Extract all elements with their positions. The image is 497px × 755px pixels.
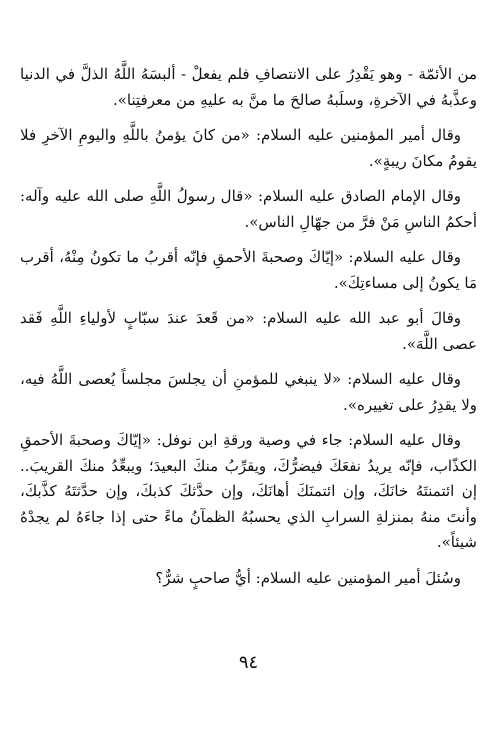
body-text (20, 62, 477, 601)
paragraph-hadith-amir-1: وقال أمير المؤمنين عليه السلام: «من كانَ يؤمنُ باللَّهِ واليومِ الآخرِ فلا يقومُ مكانَ ريبةٍ». (20, 126, 477, 170)
paragraph-hadith-sadiq: وقال الإمام الصادق عليه السلام: «قال رسولُ اللَّهِ صلى الله عليه وآله: أحكمُ الناسِ مَنْ فرَّ من جهّالِ الناس». (20, 187, 477, 231)
paragraph-hadith-ahmaq: وقال عليه السلام: «إيّاكَ وصحبةَ الأحمقِ فإنّه أقربُ ما تكونُ مِنْهُ، أقرب مَا يكونُ إلى مساءتِكَ». (20, 248, 477, 292)
page-number: ٩٤ (238, 652, 259, 673)
paragraph-hadith-waraqa: وقال عليه السلام: جاء في وصية ورقةِ ابن نوفل: «إيّاكَ وصحبةَ الأحمقِ الكذّاب، فإنّه يريدُ نفعَكَ فيضرُّكَ، ويقرِّبُ منكَ البعيدَ؛ ويبعِّدُ منكَ القريبَ.. إن ائتمنتَهُ خانَكَ، وإن ائتمنَكَ أهانَكَ، وإن حدَّثكَ كذبكَ، وإن حدَّثتَهُ كذَّبكَ، وأنتَ منهُ بمنزلةِ السرابِ الذي يحسبُهُ الظمآنُ ماءً حتى إذا جاءَهُ لم يجدْهُ شيئاً». (20, 431, 477, 551)
paragraph-continuation: من الأئمّة - وهو يَقْدِرُ على الانتصافِ فلم يفعلْ - ألبسَهُ اللَّهُ الذلَّ في الدنيا وعذَّبهُ في الآخرةِ، وسلَبهُ صالحَ ما منَّ به عليهِ من معرفتِنا». (20, 65, 477, 109)
paragraph-question: وسُئلَ أمير المؤمنين عليه السلام: أيُّ صاحبٍ شرٌّ؟ (155, 568, 461, 587)
paragraph-hadith-abu-abdillah: وقالَ أبو عبد الله عليه السلام: «من قَعدَ عندَ سبّابٍ لأولياءِ اللَّهِ فَقد عصى اللَّهَ». (20, 309, 477, 353)
paragraph-hadith-majlis: وقال عليه السلام: «لا ينبغي للمؤمنِ أن يجلسَ مجلساً يُعصى اللَّهُ فيه، ولا يقدِرُ على تغييره». (20, 370, 477, 414)
